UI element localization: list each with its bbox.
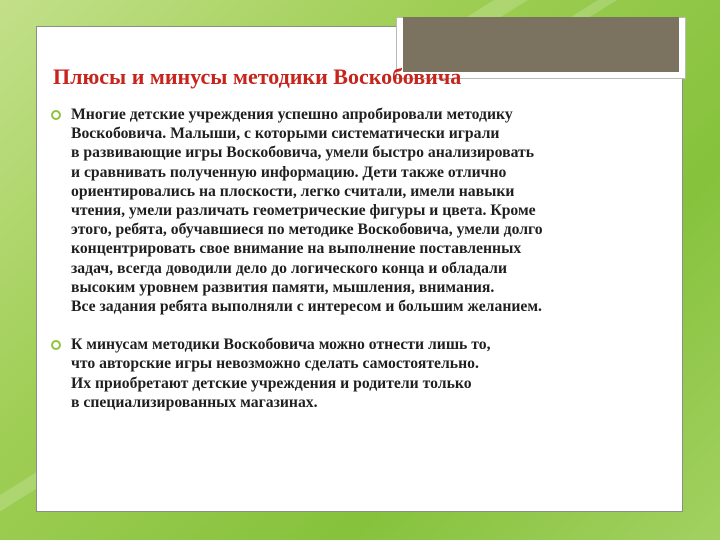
ring-bullet-icon (51, 110, 61, 120)
bullet-text-line: задач, всегда доводили дело до логического конца и обладали (71, 259, 507, 277)
bullet-text-line: Их приобретают детские учреждения и родители только (71, 374, 472, 392)
bullet-text-line: Все задания ребята выполняли с интересом и большим желанием. (71, 298, 542, 316)
bullet-text-line: Многие детские учреждения успешно апробировали методику (71, 106, 513, 123)
bullet-text-line: высоким уровнем развития памяти, мышления, внимания. (71, 278, 495, 296)
bullet-text-line: и сравнивать полученную информацию. Дети также отлично (71, 163, 507, 181)
bullet-text-line: ориентировались на плоскости, легко считали, имели навыки (71, 182, 515, 200)
bullet-list (51, 105, 681, 412)
bullet-text-line: Воскобовича. Малыши, с которыми систематически играли (71, 125, 500, 143)
bullet-text-line: концентрировать свое внимание на выполнение поставленных (71, 240, 522, 258)
bullet-text-line: чтения, умели различать геометрические фигуры и цвета. Кроме (71, 202, 536, 220)
bullet-text-line: что авторские игры невозможно сделать самостоятельно. (71, 355, 479, 373)
ring-bullet-icon (51, 340, 61, 350)
slide-content-panel (36, 26, 683, 512)
bullet-text-line: этого, ребята, обучавшиеся по методике Воскобовича, умели долго (71, 221, 543, 239)
bullet-item-cons (51, 335, 681, 412)
bullet-item-pros (51, 105, 681, 316)
slide-title: Плюсы и минусы методики Воскобовича (53, 64, 462, 89)
bullet-text-line: в специализированных магазинах. (71, 393, 318, 411)
bullet-text-line: в развивающие игры Воскобовича, умели быстро анализировать (71, 144, 535, 162)
bullet-text-line: К минусам методики Воскобовича можно отнести лишь то, (71, 336, 491, 354)
